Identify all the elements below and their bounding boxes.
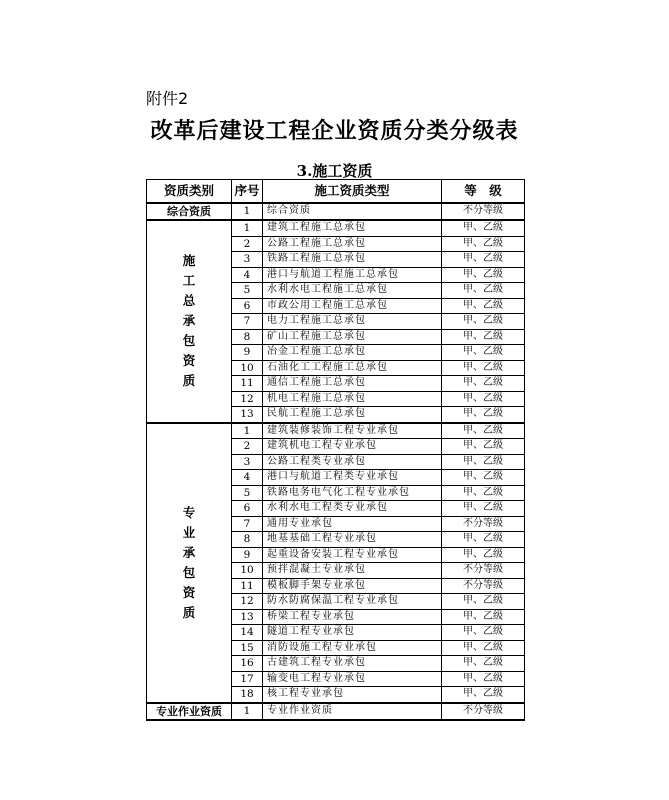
- qualification-type-cell: 民航工程施工总承包: [263, 407, 442, 423]
- index-cell: 2: [232, 236, 263, 252]
- qualification-type-cell: 消防设施工程专业承包: [263, 640, 442, 656]
- grade-cell: 甲、乙级: [442, 501, 525, 517]
- category-char: 包: [182, 333, 196, 349]
- table-row: [147, 423, 525, 439]
- qualification-type-cell: 铁路工程施工总承包: [263, 252, 442, 268]
- qualification-type-cell: 防水防腐保温工程专业承包: [263, 594, 442, 610]
- index-cell: 8: [232, 329, 263, 345]
- grade-cell: 甲、乙级: [442, 376, 525, 392]
- header-category: 资质类别: [147, 180, 232, 204]
- index-cell: 7: [232, 314, 263, 330]
- grade-cell: 甲、乙级: [442, 547, 525, 563]
- grade-cell: 甲、乙级: [442, 314, 525, 330]
- grade-cell: 甲、乙级: [442, 485, 525, 501]
- qualification-type-cell: 铁路电务电气化工程专业承包: [263, 485, 442, 501]
- grade-cell: 甲、乙级: [442, 236, 525, 252]
- grade-cell: 甲、乙级: [442, 298, 525, 314]
- qualification-type-cell: 港口与航道工程类专业承包: [263, 470, 442, 486]
- table-row: [147, 703, 525, 720]
- index-cell: 17: [232, 671, 263, 687]
- qualification-type-cell: 预拌混凝土专业承包: [263, 563, 442, 579]
- qualification-type-cell: 古建筑工程专业承包: [263, 656, 442, 672]
- header-grade: 等 级: [442, 180, 525, 204]
- qualification-type-cell: 水利水电工程施工总承包: [263, 283, 442, 299]
- index-cell: 14: [232, 625, 263, 641]
- index-cell: 9: [232, 345, 263, 361]
- index-cell: 3: [232, 454, 263, 470]
- category-char: 承: [182, 313, 196, 329]
- grade-cell: 甲、乙级: [442, 671, 525, 687]
- grade-cell: 甲、乙级: [442, 329, 525, 345]
- qualification-type-cell: 市政公用工程施工总承包: [263, 298, 442, 314]
- qualification-type-cell: 通信工程施工总承包: [263, 376, 442, 392]
- qualification-type-cell: 矿山工程施工总承包: [263, 329, 442, 345]
- qualification-type-cell: 冶金工程施工总承包: [263, 345, 442, 361]
- grade-cell: 不分等级: [442, 563, 525, 579]
- category-char: 承: [182, 544, 196, 560]
- index-cell: 4: [232, 267, 263, 283]
- index-cell: 13: [232, 407, 263, 423]
- index-cell: 15: [232, 640, 263, 656]
- grade-cell: 甲、乙级: [442, 220, 525, 236]
- qualification-type-cell: 公路工程施工总承包: [263, 236, 442, 252]
- qualification-type-cell: 公路工程类专业承包: [263, 454, 442, 470]
- index-cell: 16: [232, 656, 263, 672]
- qualification-type-cell: 专业作业资质: [263, 703, 442, 720]
- category-char: 质: [182, 604, 196, 620]
- grade-cell: 甲、乙级: [442, 640, 525, 656]
- index-cell: 2: [232, 439, 263, 455]
- category-char: 工: [182, 273, 196, 289]
- grade-cell: 甲、乙级: [442, 687, 525, 703]
- grade-cell: 甲、乙级: [442, 267, 525, 283]
- index-cell: 10: [232, 360, 263, 376]
- index-cell: 1: [232, 220, 263, 236]
- category-char: 施: [182, 253, 196, 269]
- section-subtitle: 3.施工资质: [296, 162, 373, 180]
- grade-cell: 甲、乙级: [442, 470, 525, 486]
- qualification-type-cell: 石油化工工程施工总承包: [263, 360, 442, 376]
- qualification-type-cell: 桥梁工程专业承包: [263, 609, 442, 625]
- category-char: 包: [182, 564, 196, 580]
- document-title: 改革后建设工程企业资质分类分级表: [150, 119, 519, 144]
- category-char: 质: [182, 373, 196, 389]
- index-cell: 5: [232, 485, 263, 501]
- grade-cell: 甲、乙级: [442, 656, 525, 672]
- table-body: [147, 203, 525, 720]
- index-cell: 8: [232, 532, 263, 548]
- qualification-type-cell: 隧道工程专业承包: [263, 625, 442, 641]
- category-char: 资: [182, 353, 196, 369]
- category-char: 总: [182, 293, 196, 309]
- category-char: 资: [182, 584, 196, 600]
- qualification-type-cell: 核工程专业承包: [263, 687, 442, 703]
- index-cell: 13: [232, 609, 263, 625]
- grade-cell: 甲、乙级: [442, 391, 525, 407]
- qualification-type-cell: 港口与航道工程施工总承包: [263, 267, 442, 283]
- index-cell: 1: [232, 703, 263, 720]
- grade-cell: 甲、乙级: [442, 625, 525, 641]
- qualification-type-cell: 综合资质: [263, 203, 442, 220]
- index-cell: 4: [232, 470, 263, 486]
- table-row: [147, 220, 525, 236]
- qualification-type-cell: 起重设备安装工程专业承包: [263, 547, 442, 563]
- index-cell: 7: [232, 516, 263, 532]
- qualification-type-cell: 建筑机电工程专业承包: [263, 439, 442, 455]
- grade-cell: 不分等级: [442, 203, 525, 220]
- table-header-row: [147, 180, 525, 204]
- grade-cell: 甲、乙级: [442, 345, 525, 361]
- grade-cell: 甲、乙级: [442, 594, 525, 610]
- index-cell: 18: [232, 687, 263, 703]
- grade-cell: 甲、乙级: [442, 454, 525, 470]
- qualification-type-cell: 机电工程施工总承包: [263, 391, 442, 407]
- qualification-type-cell: 地基基础工程专业承包: [263, 532, 442, 548]
- grade-cell: 甲、乙级: [442, 609, 525, 625]
- index-cell: 6: [232, 501, 263, 517]
- qualification-type-cell: 输变电工程专业承包: [263, 671, 442, 687]
- header-index: 序号: [232, 180, 263, 204]
- index-cell: 12: [232, 594, 263, 610]
- qualification-table: [146, 179, 525, 721]
- index-cell: 3: [232, 252, 263, 268]
- grade-cell: 甲、乙级: [442, 360, 525, 376]
- grade-cell: 甲、乙级: [442, 252, 525, 268]
- category-cell: [147, 423, 232, 703]
- grade-cell: 甲、乙级: [442, 439, 525, 455]
- grade-cell: 甲、乙级: [442, 532, 525, 548]
- index-cell: 5: [232, 283, 263, 299]
- index-cell: 1: [232, 203, 263, 220]
- qualification-type-cell: 通用专业承包: [263, 516, 442, 532]
- index-cell: 6: [232, 298, 263, 314]
- qualification-type-cell: 模板脚手架专业承包: [263, 578, 442, 594]
- category-cell: [147, 220, 232, 423]
- index-cell: 9: [232, 547, 263, 563]
- index-cell: 11: [232, 578, 263, 594]
- qualification-type-cell: 建筑工程施工总承包: [263, 220, 442, 236]
- index-cell: 12: [232, 391, 263, 407]
- grade-cell: 甲、乙级: [442, 423, 525, 439]
- table-row: [147, 203, 525, 220]
- category-char: 专: [182, 504, 196, 520]
- header-type: 施工资质类型: [263, 180, 442, 204]
- qualification-type-cell: 水利水电工程类专业承包: [263, 501, 442, 517]
- category-cell: 专业作业资质: [147, 703, 232, 720]
- category-cell: 综合资质: [147, 203, 232, 220]
- index-cell: 11: [232, 376, 263, 392]
- grade-cell: 不分等级: [442, 578, 525, 594]
- grade-cell: 不分等级: [442, 703, 525, 720]
- grade-cell: 不分等级: [442, 516, 525, 532]
- category-char: 业: [182, 524, 196, 540]
- grade-cell: 甲、乙级: [442, 283, 525, 299]
- index-cell: 1: [232, 423, 263, 439]
- index-cell: 10: [232, 563, 263, 579]
- grade-cell: 甲、乙级: [442, 407, 525, 423]
- qualification-type-cell: 电力工程施工总承包: [263, 314, 442, 330]
- attachment-label: 附件2: [146, 89, 189, 108]
- qualification-type-cell: 建筑装修装饰工程专业承包: [263, 423, 442, 439]
